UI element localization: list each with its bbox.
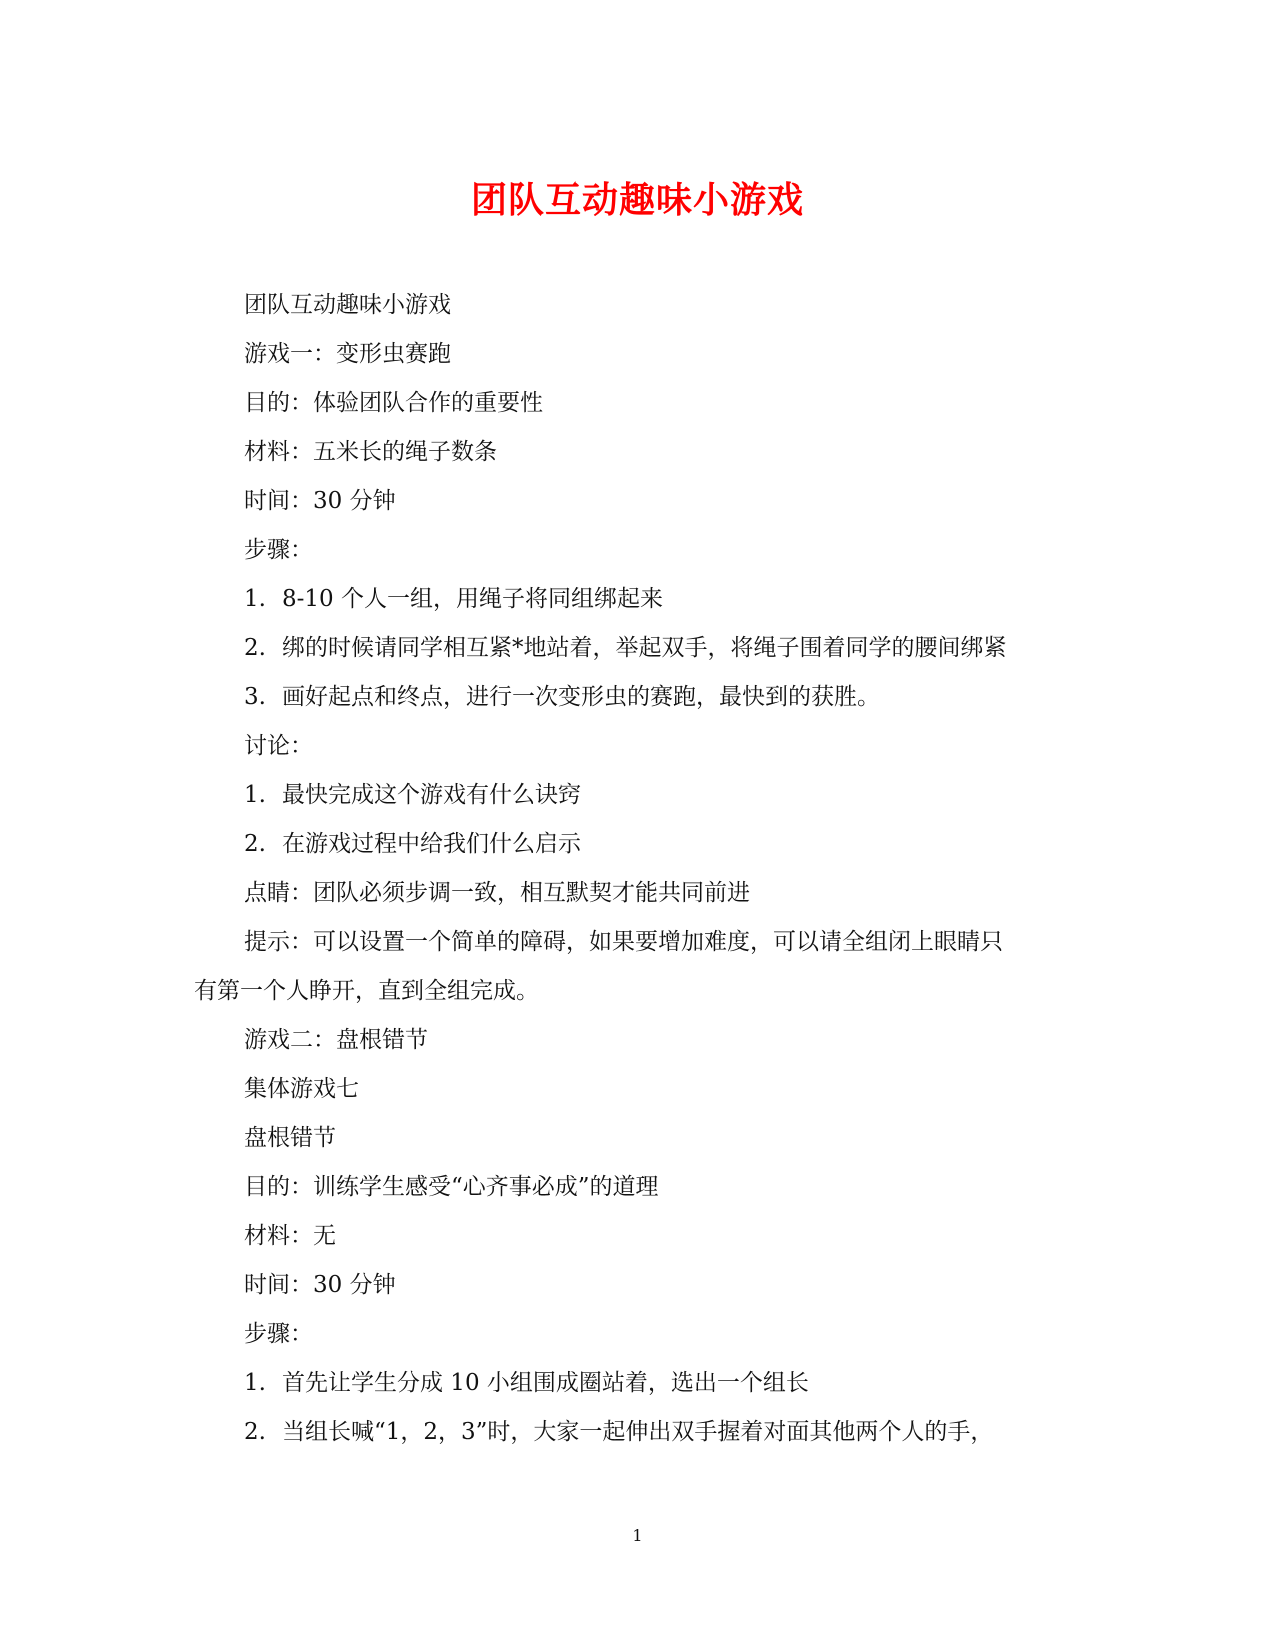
game1-hint-line2: 有第一个人睁开，直到全组完成。 <box>194 978 539 1004</box>
game1-hint-line1: 提示：可以设置一个简单的障碍，如果要增加难度，可以请全组闭上眼睛只 <box>244 929 1003 955</box>
step-number: 2. <box>244 635 266 661</box>
intro-line: 团队互动趣味小游戏 <box>244 292 451 318</box>
game1-steps-label: 步骤： <box>244 537 313 563</box>
game2-step-item <box>194 1408 1074 1457</box>
step-number: 3. <box>244 684 266 710</box>
game2-materials: 材料：无 <box>244 1223 336 1249</box>
game1-key-point: 点睛：团队必须步调一致，相互默契才能共同前进 <box>244 880 750 906</box>
discussion-text: 最快完成这个游戏有什么诀窍 <box>282 782 581 808</box>
game2-time: 时间：30 分钟 <box>244 1272 396 1298</box>
step-text: 8-10 个人一组，用绳子将同组绑起来 <box>282 586 663 612</box>
game1-heading: 游戏一：变形虫赛跑 <box>244 341 451 367</box>
game1-materials: 材料：五米长的绳子数条 <box>244 439 497 465</box>
discussion-number: 2. <box>244 831 266 857</box>
step-number: 1. <box>244 1370 266 1396</box>
game2-subheading2: 盘根错节 <box>244 1125 336 1151</box>
game2-heading: 游戏二：盘根错节 <box>244 1027 428 1053</box>
game1-discussion-label: 讨论： <box>244 733 313 759</box>
game1-discussion-item <box>194 820 1074 869</box>
game1-purpose: 目的：体验团队合作的重要性 <box>244 390 543 416</box>
page-number: 1 <box>632 1526 643 1545</box>
step-text: 当组长喊“1，2，3”时，大家一起伸出双手握着对面其他两个人的手， <box>282 1419 994 1445</box>
discussion-number: 1. <box>244 782 266 808</box>
step-number: 1. <box>244 586 266 612</box>
game2-subheading1: 集体游戏七 <box>244 1076 359 1102</box>
game2-purpose: 目的：训练学生感受“心齐事必成”的道理 <box>244 1174 659 1200</box>
game2-step-item <box>194 1359 1074 1408</box>
step-text: 画好起点和终点，进行一次变形虫的赛跑，最快到的获胜。 <box>282 684 880 710</box>
step-text: 首先让学生分成 10 小组围成圈站着，选出一个组长 <box>282 1370 809 1396</box>
game1-step-item <box>194 575 1074 624</box>
document-title: 团队互动趣味小游戏 <box>470 179 804 221</box>
step-text: 绑的时候请同学相互紧*地站着，举起双手，将绳子围着同学的腰间绑紧 <box>282 635 1007 661</box>
game1-step-item <box>194 673 1074 722</box>
game1-step-item <box>194 624 1074 673</box>
step-number: 2. <box>244 1419 266 1445</box>
game1-discussion-item <box>194 771 1074 820</box>
game2-steps-label: 步骤： <box>244 1321 313 1347</box>
discussion-text: 在游戏过程中给我们什么启示 <box>282 831 581 857</box>
game1-time: 时间：30 分钟 <box>244 488 396 514</box>
document-body <box>194 281 1074 1457</box>
